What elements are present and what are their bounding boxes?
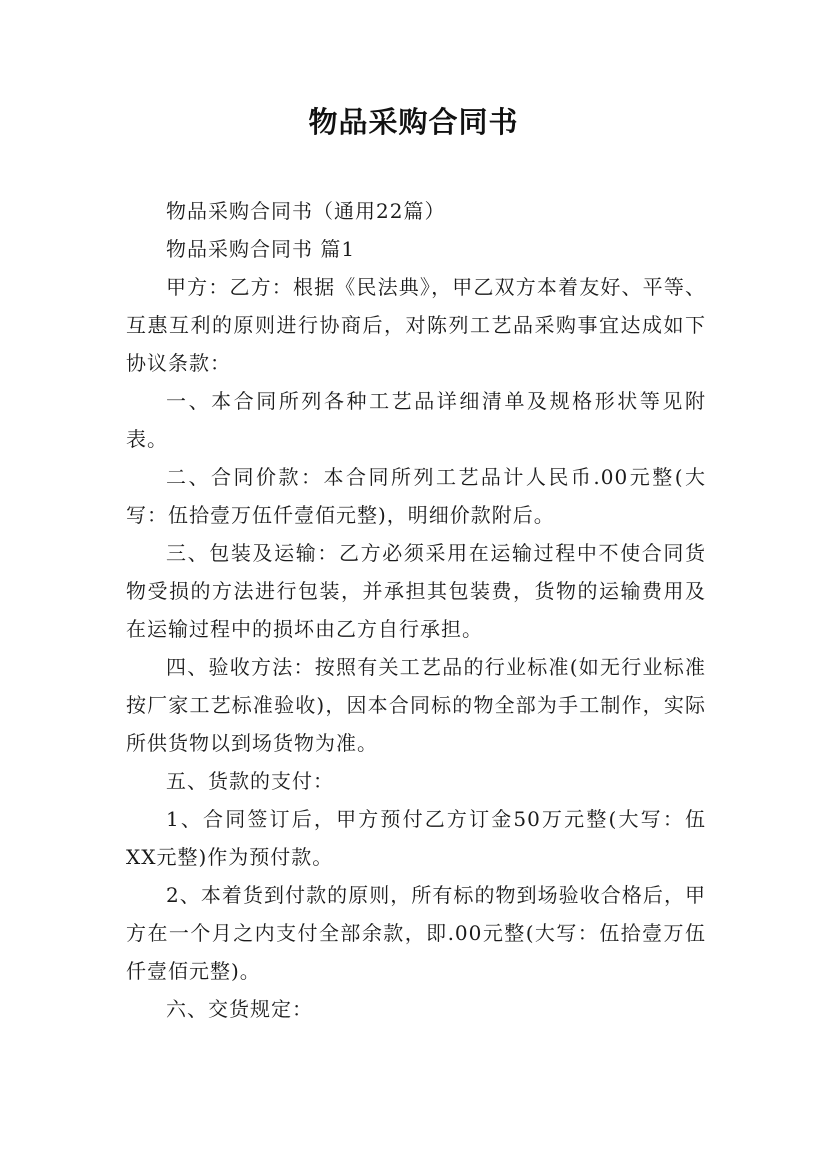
paragraph-clause-3: 三、包装及运输：乙方必须采用在运输过程中不使合同货物受损的方法进行包装，并承担其包装费，货物的运输费用及在运输过程中的损坏由乙方自行承担。 <box>126 541 706 641</box>
paragraph-clause-5: 五、货款的支付： <box>166 769 334 793</box>
paragraph-clause-2: 二、合同价款：本合同所列工艺品计人民币.00元整(大写：伍拾壹万伍仟壹佰元整)，明细价款附后。 <box>126 465 706 527</box>
paragraph-subtitle: 物品采购合同书（通用22篇） <box>166 199 446 223</box>
paragraph-clause-5-item-2: 2、本着货到付款的原则，所有标的物到场验收合格后，甲方在一个月之内支付全部余款，即.00元整(大写：伍拾壹万伍仟壹佰元整)。 <box>126 883 706 983</box>
document-title: 物品采购合同书 <box>308 105 519 139</box>
paragraph-clause-4: 四、验收方法：按照有关工艺品的行业标准(如无行业标准按厂家工艺标准验收)，因本合同标的物全部为手工制作，实际所供货物以到场货物为准。 <box>126 655 706 755</box>
paragraph-preamble: 甲方：乙方：根据《民法典》，甲乙双方本着友好、平等、互惠互利的原则进行协商后，对陈列工艺品采购事宜达成如下协议条款： <box>126 275 706 375</box>
paragraph-section-heading: 物品采购合同书 篇1 <box>166 237 356 261</box>
paragraph-clause-6: 六、交货规定： <box>166 997 313 1021</box>
document-body <box>126 192 706 1028</box>
paragraph-clause-5-item-1: 1、合同签订后，甲方预付乙方订金50万元整(大写：伍XX元整)作为预付款。 <box>126 807 706 869</box>
paragraph-clause-1: 一、本合同所列各种工艺品详细清单及规格形状等见附表。 <box>126 389 706 451</box>
